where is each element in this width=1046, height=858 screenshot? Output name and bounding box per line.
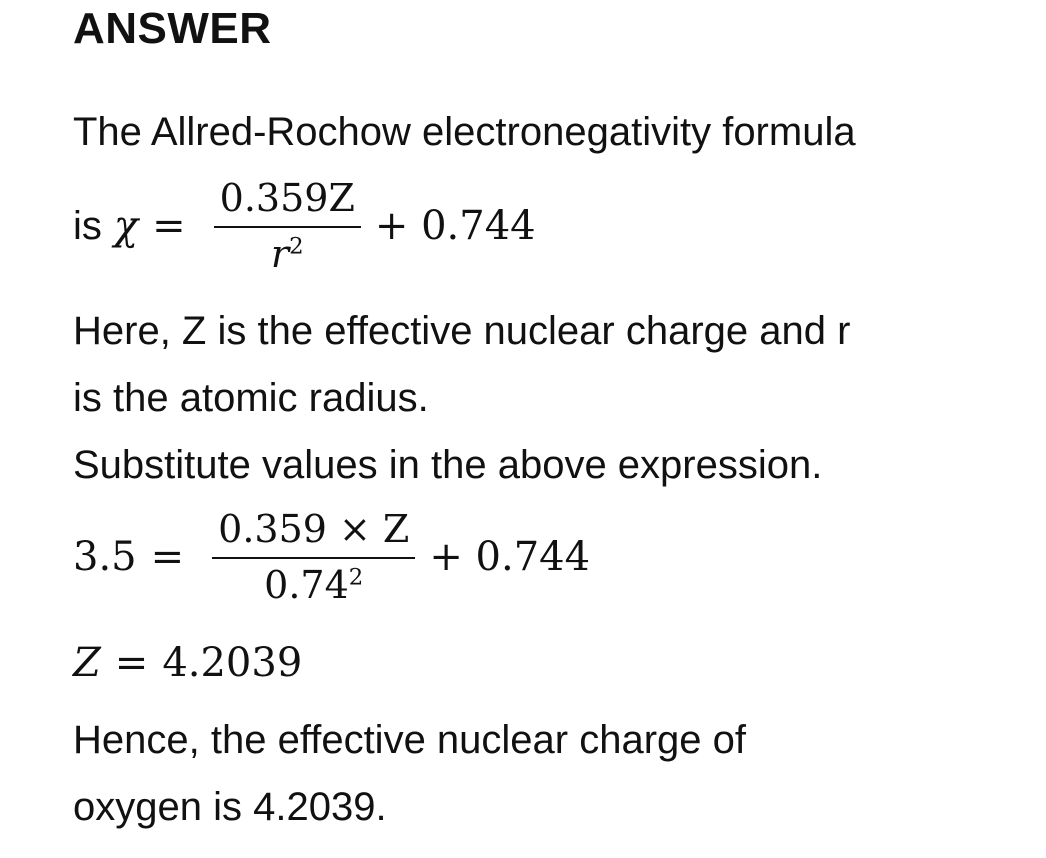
conclusion-line-2: oxygen is 4.2039. (73, 785, 387, 829)
explanation-line-1: Here, Z is the effective nuclear charge and r (73, 309, 851, 353)
result-equals: = (114, 640, 149, 686)
formula-equation (73, 176, 536, 276)
substitute-text: Substitute values in the above expression. (73, 443, 823, 487)
formula-prefix: is (73, 203, 102, 248)
formula-plus-term: + 0.744 (374, 203, 536, 249)
result-equation (73, 640, 302, 686)
result-lhs: Z (73, 640, 101, 686)
substitution-denominator (264, 559, 363, 607)
formula-denominator-base: r (270, 232, 290, 276)
substitution-lhs: 3.5 (73, 534, 137, 580)
formula-denominator (271, 228, 304, 276)
substitution-plus-term: + 0.744 (429, 534, 591, 580)
substitution-numerator: 0.359 × Z (218, 507, 410, 551)
formula-equals: = (152, 203, 186, 249)
answer-heading: ANSWER (73, 4, 272, 53)
substitution-denominator-exp: 2 (348, 564, 364, 591)
substitution-fraction (212, 507, 415, 607)
formula-denominator-exp: 2 (289, 233, 304, 260)
formula-numerator: 0.359Z (219, 176, 355, 220)
substitution-equals: = (150, 534, 185, 580)
intro-text: The Allred-Rochow electronegativity formula (73, 110, 856, 154)
conclusion-line-1: Hence, the effective nuclear charge of (73, 718, 747, 762)
substitution-denominator-base: 0.74 (264, 563, 349, 607)
result-value: 4.2039 (162, 640, 303, 686)
formula-fraction (214, 176, 361, 276)
formula-lhs: χ (113, 203, 139, 249)
substitution-equation (73, 507, 590, 607)
explanation-line-2: is the atomic radius. (73, 376, 429, 420)
